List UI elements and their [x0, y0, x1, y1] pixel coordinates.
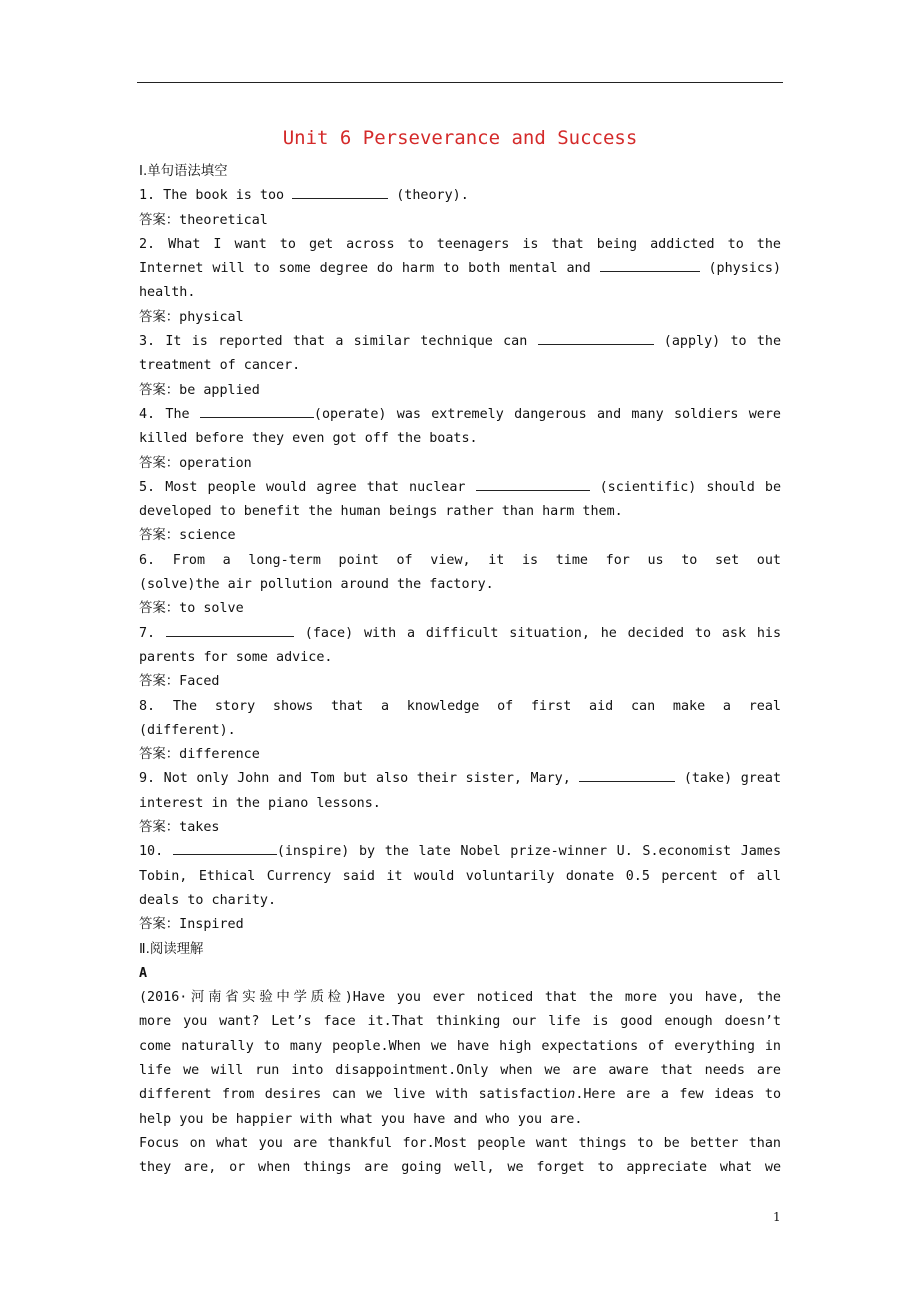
- question-4-line-2: killed before they even got off the boats.: [139, 431, 478, 447]
- worksheet-body: [139, 160, 781, 1180]
- passage-line: life we will run into disappointment.Only when we are aware that needs are: [139, 1062, 781, 1078]
- answer-1: 答案：theoretical: [139, 212, 268, 228]
- passage-line: Focus on what you are thankful for.Most people want things to be better than: [139, 1135, 781, 1151]
- answer-blank[interactable]: [538, 330, 654, 345]
- answer-6: 答案：to solve: [139, 601, 244, 617]
- answer-7: 答案：Faced: [139, 674, 220, 690]
- section-heading-grammar: Ⅰ.单句语法填空: [139, 164, 228, 179]
- answer-2: 答案：physical: [139, 309, 244, 325]
- answer-blank[interactable]: [476, 476, 590, 491]
- page-title: Unit 6 Perseverance and Success: [282, 127, 638, 149]
- page-number: 1: [773, 1210, 781, 1224]
- header-rule: [137, 82, 783, 83]
- answer-8: 答案：difference: [139, 747, 260, 763]
- passage-line: different from desires can we live with satisfaction.Here are a few ideas to: [139, 1087, 782, 1103]
- passage-label: A: [139, 965, 148, 981]
- question-10-line-1: 10. (inspire) by the late Nobel prize-winner U. S.economist James: [139, 840, 781, 864]
- answer-10: 答案：Inspired: [139, 917, 244, 933]
- passage-line: they are, or when things are going well, we forget to appreciate what we: [139, 1160, 781, 1176]
- answer-9: 答案：takes: [139, 820, 220, 836]
- answer-3: 答案：be applied: [139, 382, 260, 398]
- answer-blank[interactable]: [292, 184, 388, 199]
- question-1: 1. The book is too (theory).: [139, 184, 781, 208]
- question-10-line-2: Tobin, Ethical Currency said it would voluntarily donate 0.5 percent of all: [139, 868, 781, 884]
- passage-line: help you be happier with what you have and who you are.: [139, 1111, 583, 1127]
- question-2-line-1: 2. What I want to get across to teenagers is that being addicted to the: [139, 236, 781, 252]
- answer-4: 答案：operation: [139, 455, 252, 471]
- section-heading-reading: Ⅱ.阅读理解: [139, 941, 204, 957]
- question-8-line-2: (different).: [139, 722, 236, 738]
- question-6-line-2: (solve)the air pollution around the factory.: [139, 577, 494, 593]
- question-8-line-1: 8. The story shows that a knowledge of first aid can make a real: [139, 698, 781, 714]
- question-10-line-3: deals to charity.: [139, 892, 277, 908]
- answer-blank[interactable]: [579, 767, 675, 782]
- question-2-line-3: health.: [139, 285, 196, 301]
- answer-blank[interactable]: [173, 840, 277, 855]
- passage-line: come naturally to many people.When we have high expectations of everything in: [139, 1038, 781, 1054]
- question-3-line-1: 3. It is reported that a similar technique can (apply) to the: [139, 330, 781, 354]
- question-6-line-1: 6. From a long-term point of view, it is time for us to set out: [139, 552, 781, 568]
- question-9-line-1: 9. Not only John and Tom but also their sister, Mary, (take) great: [139, 767, 781, 791]
- answer-5: 答案：science: [139, 528, 236, 544]
- question-7-line-2: parents for some advice.: [139, 649, 333, 665]
- answer-blank[interactable]: [600, 257, 700, 272]
- answer-blank[interactable]: [166, 622, 294, 637]
- question-2-line-2: Internet will to some degree do harm to both mental and (physics): [139, 257, 781, 281]
- question-3-line-2: treatment of cancer.: [139, 358, 301, 374]
- answer-blank[interactable]: [200, 403, 314, 418]
- question-9-line-2: interest in the piano lessons.: [139, 795, 381, 811]
- passage-line: more you want? Let’s face it.That thinking our life is good enough doesn’t: [139, 1014, 781, 1030]
- passage-line: (2016·河南省实验中学质检)Have you ever noticed that the more you have, the: [139, 990, 781, 1006]
- question-7-line-1: 7. (face) with a difficult situation, he decided to ask his: [139, 622, 781, 646]
- question-5-line-2: developed to benefit the human beings rather than harm them.: [139, 504, 623, 520]
- question-4-line-1: 4. The (operate) was extremely dangerous and many soldiers were: [139, 403, 781, 427]
- question-5-line-1: 5. Most people would agree that nuclear (scientific) should be: [139, 476, 781, 500]
